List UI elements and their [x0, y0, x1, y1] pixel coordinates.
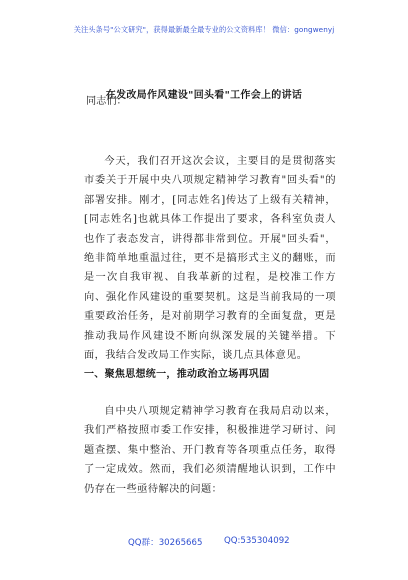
salutation: [86, 95, 127, 109]
section-heading-1: 一、聚焦思想统一，推动政治立场再巩固: [84, 369, 270, 380]
body-paragraph-2: 自中央八项规定精神学习教育在我局启动以来，我们严格按照市委工作安排，积极推进学习研讨、问题查摆、集中整治、开门教育等各项重点任务，取得了一定成效。然而，我们必须清醒地认识到，工作中仍存在一些亟待解决的问题：: [84, 406, 336, 495]
footer-qq-number: QQ:535304092: [224, 536, 290, 546]
body-paragraph-1: 今天，我们召开这次会议，主要目的是贯彻落实市委关于开展中央八项规定精神学习教育"回头看"的部署安排。刚才，[同志姓名]传达了上级有关精神，[同志姓名]也就具体工作提出了要求，各科室负责人也作了表态发言，讲得都非常到位。开展"回头看"，绝非简单地重温过往，更不是搞形式主义的翻账，而是一次自我审视、自我革新的过程，是校准工作方向、强化作风建设的重要契机。这是当前我局的一项重要政治任务，是对前期学习教育的全面复盘，更是推动我局作风建设不断向纵深发展的关键举措。下面，我结合发改局工作实际，谈几点具体意见。: [84, 156, 336, 362]
salutation-text: 同志们：: [86, 96, 127, 107]
footer-qq-group: QQ群：30265665: [128, 538, 203, 548]
document-title: 在发改局作风建设"回头看"工作会上的讲话: [105, 90, 303, 101]
header-promo-note: 关注头条号"公文研究"，获得最新最全最专业的公文资料库！ 微信：gongwenyj: [73, 25, 335, 34]
